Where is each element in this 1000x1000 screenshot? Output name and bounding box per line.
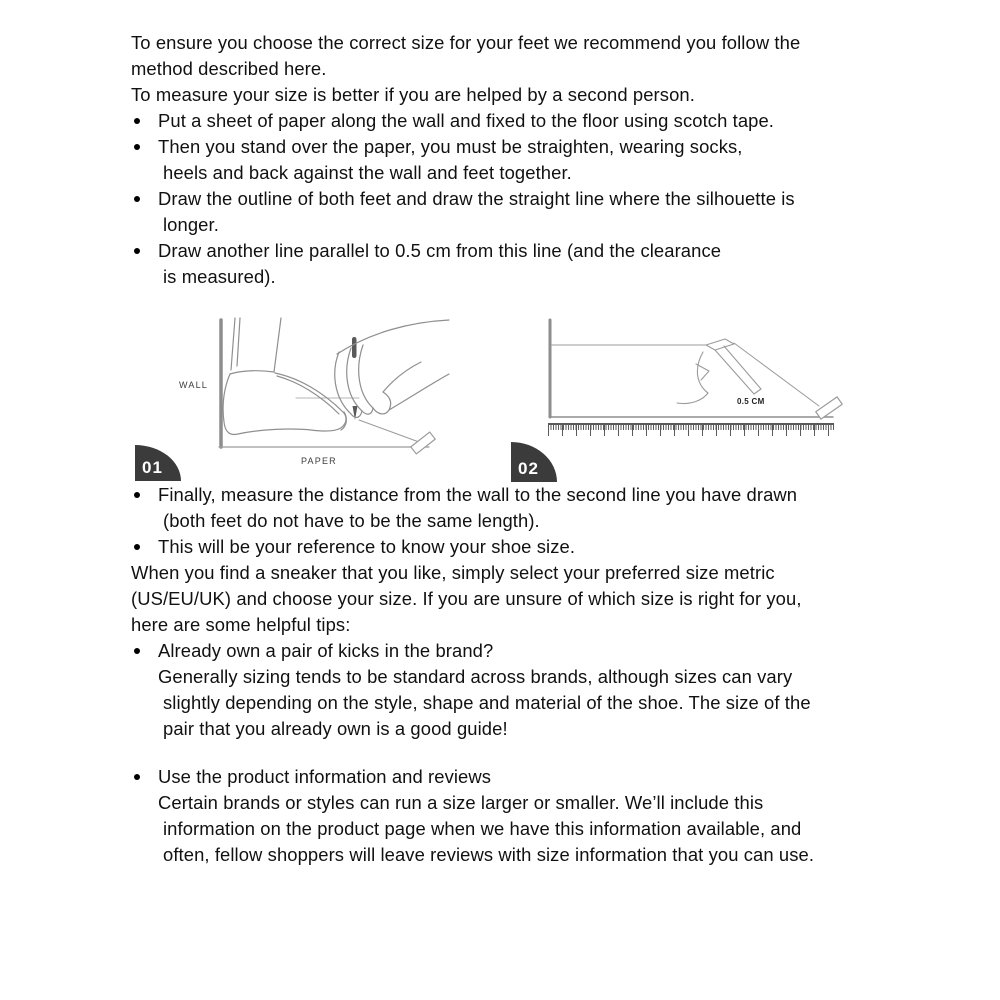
wall-label: WALL <box>179 380 208 390</box>
tip-title: Use the product information and reviews <box>158 766 492 787</box>
step-item <box>131 534 1000 560</box>
tip-line: often, fellow shoppers will leave reviews with size information that you can use. <box>163 844 815 865</box>
step-line: This will be your reference to know your shoe size. <box>158 536 576 557</box>
hand-outline <box>335 320 449 417</box>
ruler-measure-illustration <box>510 312 850 482</box>
step-item <box>131 482 1000 534</box>
tip-item <box>131 638 1000 742</box>
step-line: (both feet do not have to be the same length). <box>163 510 540 531</box>
clearance-label: 0.5 CM <box>737 397 765 406</box>
second-person-paragraph <box>131 82 1000 108</box>
foot-outline <box>223 373 346 435</box>
paragraph-line: (US/EU/UK) and choose your size. If you are unsure of which size is right for you, <box>131 588 802 609</box>
paragraph-line: method described here. <box>131 58 327 79</box>
step-line: Draw the outline of both feet and draw the straight line where the silhouette is <box>158 188 795 209</box>
step-line: is measured). <box>163 266 276 287</box>
paragraph-line: When you find a sneaker that you like, simply select your preferred size metric <box>131 562 775 583</box>
foot-wall-illustration <box>131 312 451 482</box>
tip-item <box>131 764 1000 868</box>
step-line: Finally, measure the distance from the wall to the second line you have drawn <box>158 484 798 505</box>
tip-line: slightly depending on the style, shape and material of the shoe. The size of the <box>163 692 811 713</box>
leg-outline <box>230 318 281 374</box>
scotch-tape-icon <box>411 432 435 454</box>
tip-line: Generally sizing tends to be standard across brands, although sizes can vary <box>158 666 793 687</box>
pencil-icon <box>352 337 358 420</box>
step-line: longer. <box>163 214 219 235</box>
figures-row <box>131 312 1000 482</box>
sizing-paragraph <box>131 560 1000 638</box>
ruler <box>548 423 834 438</box>
tape-line <box>359 420 419 442</box>
paper-label: PAPER <box>301 456 337 466</box>
step-number: 01 <box>142 458 163 477</box>
tips-list <box>131 638 1000 868</box>
intro-paragraph <box>131 30 1000 82</box>
step-number: 02 <box>518 459 539 478</box>
measure-steps-list <box>131 108 1000 290</box>
paragraph-line: here are some helpful tips: <box>131 614 351 635</box>
tip-line: pair that you already own is a good guide! <box>163 718 508 739</box>
step-item <box>131 134 1000 186</box>
tip-line: Certain brands or styles can run a size larger or smaller. We’ll include this <box>158 792 764 813</box>
pencil-icon <box>706 339 761 394</box>
step-item <box>131 108 1000 134</box>
step-line: Put a sheet of paper along the wall and fixed to the floor using scotch tape. <box>158 110 775 131</box>
figure-01 <box>131 312 451 482</box>
step-item <box>131 186 1000 238</box>
paragraph-line: To measure your size is better if you are helped by a second person. <box>131 84 695 105</box>
tip-line: information on the product page when we have this information available, and <box>163 818 802 839</box>
step-line: Draw another line parallel to 0.5 cm from this line (and the clearance <box>158 240 722 261</box>
tip-title: Already own a pair of kicks in the brand? <box>158 640 494 661</box>
figure-02 <box>510 312 850 482</box>
step-line: Then you stand over the paper, you must be straighten, wearing socks, <box>158 136 743 157</box>
step-line: heels and back against the wall and feet together. <box>163 162 572 183</box>
result-steps-list <box>131 482 1000 560</box>
paragraph-line: To ensure you choose the correct size for your feet we recommend you follow the <box>131 32 801 53</box>
foot-outline <box>677 352 709 404</box>
scotch-tape-icon <box>816 397 842 419</box>
step-item <box>131 238 1000 290</box>
